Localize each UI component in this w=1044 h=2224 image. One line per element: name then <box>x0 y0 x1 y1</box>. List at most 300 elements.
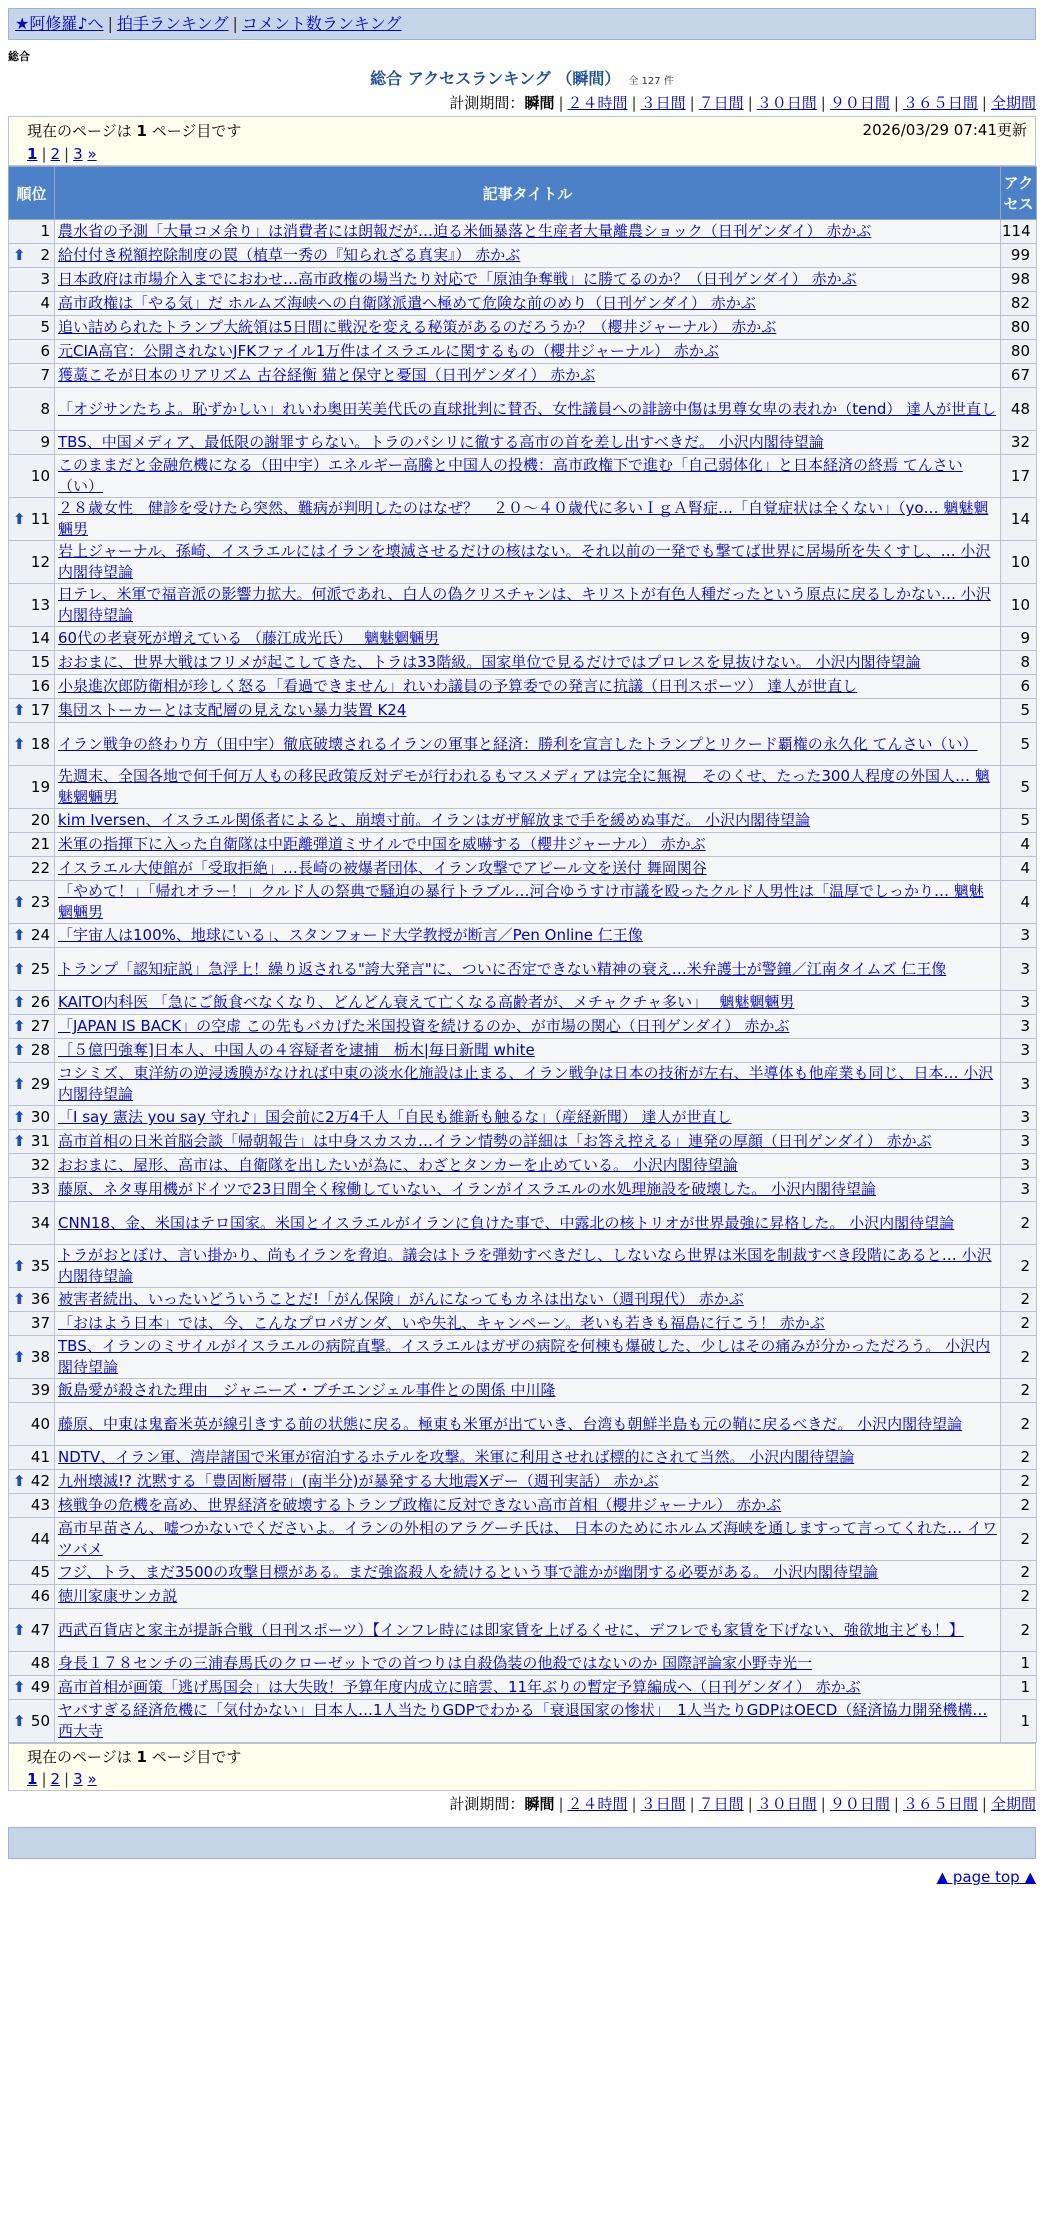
title-cell <box>55 584 1001 627</box>
page-link-2[interactable]: 2 <box>50 1770 61 1788</box>
ranking-row <box>9 1403 1037 1446</box>
rank-cell <box>9 388 55 431</box>
access-count: 2 <box>1001 1585 1037 1609</box>
access-count: 98 <box>1001 268 1037 292</box>
title-cell <box>55 1288 1001 1312</box>
article-title-link[interactable]: コシミズ、東洋紡の逆浸透膜がなければ中東の淡水化施設は止まる、イラン戦争は日本の技術が左右、半導体も他産業も同じ、日本… 小沢内閣待望論 <box>58 1064 994 1103</box>
rank-number: 49 <box>30 1678 50 1696</box>
rank-cell <box>9 651 55 675</box>
nav-home-link[interactable]: ★阿修羅♪へ <box>15 14 104 33</box>
article-title-link[interactable]: 九州壊滅!? 沈黙する「豊固断層帯」(南半分)が暴発する大地震Xデー（週刊実話） 赤かぶ <box>58 1472 659 1490</box>
period-option-link[interactable]: 全期間 <box>990 1795 1036 1813</box>
access-count: 14 <box>1001 498 1037 541</box>
article-title-link[interactable]: 徳川家康サンカ説 <box>58 1587 178 1605</box>
access-count: 2 <box>1001 1379 1037 1403</box>
rank-number: 32 <box>30 1156 50 1174</box>
access-count: 17 <box>1001 455 1037 498</box>
article-title-link[interactable]: 米軍の指揮下に入った自衛隊は中距離弾道ミサイルで中国を威嚇する（櫻井ジャーナル） 赤かぶ <box>58 835 706 853</box>
article-title-link[interactable]: 「JAPAN IS BACK」の空虚 この先もバカげた米国投資を続けるのか、が市場の関心（日刊ゲンダイ） 赤かぶ <box>58 1017 790 1035</box>
article-title-link[interactable]: 「オジサンたちよ。恥ずかしい」れいわ奥田芙美代氏の直球批判に賛否、女性議員への誹謗中傷は男尊女卑の表れか（tend） 達人が世直し <box>58 399 997 418</box>
rank-number: 5 <box>40 318 50 336</box>
rank-cell <box>9 1288 55 1312</box>
article-title-link[interactable]: CNN18、金、米国はテロ国家。米国とイスラエルがイランに負けた事で、中露北の核トリオが世界最強に昇格した。 小沢内閣待望論 <box>58 1213 955 1232</box>
title-cell <box>55 220 1001 244</box>
access-count: 2 <box>1001 1494 1037 1518</box>
ranking-row <box>9 1700 1037 1743</box>
access-count: 9 <box>1001 627 1037 651</box>
rank-cell <box>9 1470 55 1494</box>
period-option-link[interactable]: ３６５日間 <box>902 94 978 112</box>
title-cell <box>55 1312 1001 1336</box>
rank-up-arrow-icon: ⬆ <box>13 1132 26 1150</box>
rank-number: 24 <box>30 926 50 944</box>
rank-up-arrow-icon: ⬆ <box>13 959 26 978</box>
access-count: 80 <box>1001 316 1037 340</box>
ranking-row <box>9 1202 1037 1245</box>
rank-number: 6 <box>40 342 50 360</box>
rank-number: 14 <box>30 629 50 647</box>
access-count: 5 <box>1001 809 1037 833</box>
rank-number: 43 <box>30 1496 50 1514</box>
article-title-link[interactable]: TBS、イランのミサイルがイスラエルの病院直撃。イスラエルはガザの病院を何棟も爆破した、少しはその痛みが分かっただろう。 小沢内閣待望論 <box>58 1337 991 1376</box>
article-title-link[interactable]: 日本政府は市場介入までにおわせ…高市政権の場当たり対応で「原油争奪戦」に勝てるのか？（日刊ゲンダイ） 赤かぶ <box>58 270 857 288</box>
page-link-2[interactable]: 2 <box>50 145 61 163</box>
rank-cell <box>9 1312 55 1336</box>
rank-number: 13 <box>30 595 50 614</box>
title-cell <box>55 675 1001 699</box>
period-separator: | <box>820 94 826 112</box>
ranking-row <box>9 455 1037 498</box>
article-title-link[interactable]: 60代の老衰死が増えている （藤江成光氏） 魑魅魍魎男 <box>58 629 440 647</box>
rank-cell <box>9 1403 55 1446</box>
nav-separator: | <box>232 14 238 33</box>
current-page-prefix: 現在のページは <box>27 1748 137 1766</box>
rank-up-arrow-icon: ⬆ <box>13 1108 26 1126</box>
rank-number: 19 <box>30 777 50 796</box>
rank-up-arrow-icon: ⬆ <box>13 1711 26 1730</box>
article-title-link[interactable]: KAITO内科医 「急にご飯食べなくなり、どんどん衰えて亡くなる高齢者が、メチャクチャ多い」 魑魅魍魎男 <box>58 993 795 1011</box>
title-cell <box>55 1039 1001 1063</box>
article-title-link[interactable]: 被害者続出、いったいどういうことだ!「がん保険」がんになってもカネは出ない（週刊現代） 赤かぶ <box>58 1290 744 1308</box>
rank-number: 38 <box>30 1347 50 1366</box>
ranking-row <box>9 809 1037 833</box>
category-label: 総合 <box>8 50 30 63</box>
rank-cell <box>9 723 55 766</box>
rank-cell <box>9 675 55 699</box>
rank-cell <box>9 1518 55 1561</box>
title-cell <box>55 809 1001 833</box>
article-title-link[interactable]: 核戦争の危機を高め、世界経済を破壊するトランプ政権に反対できない高市首相（櫻井ジャーナル） 赤かぶ <box>58 1496 782 1514</box>
rank-number: 46 <box>30 1587 50 1605</box>
rank-number: 11 <box>30 509 50 528</box>
period-option-link[interactable]: ３日間 <box>640 94 686 112</box>
access-count: 3 <box>1001 948 1037 991</box>
page-link-3[interactable]: 3 <box>73 1770 83 1788</box>
ranking-row <box>9 1063 1037 1106</box>
ranking-row <box>9 651 1037 675</box>
article-title-link[interactable]: 元CIA高官：公開されないJFKファイル1万件はイスラエルに関するもの（櫻井ジャーナル） 赤かぶ <box>58 342 719 360</box>
article-title-link[interactable]: 岩上ジャーナル、孫崎、イスラエルにはイランを壊滅させるだけの核はない。それ以前の一発でも撃てば世界に居場所を失くすし、… 小沢内閣待望論 <box>58 542 991 581</box>
rank-number: 44 <box>30 1529 50 1548</box>
title-cell <box>55 340 1001 364</box>
period-label: 計測期間： <box>449 94 525 112</box>
title-cell <box>55 1700 1001 1743</box>
title-cell <box>55 244 1001 268</box>
column-header-title: 記事タイトル <box>55 167 1001 220</box>
period-separator: | <box>558 94 564 112</box>
title-cell <box>55 948 1001 991</box>
ranking-row <box>9 1288 1037 1312</box>
ranking-row <box>9 1652 1037 1676</box>
article-title-link[interactable]: イラン戦争の終わり方（田中宇）徹底破壊されるイランの軍事と経済：勝利を宣言したトランプとリクード覇権の永久化 てんさい（い） <box>58 734 978 753</box>
rank-up-arrow-icon: ⬆ <box>13 1472 26 1490</box>
title-cell <box>55 924 1001 948</box>
rank-cell <box>9 948 55 991</box>
ranking-row <box>9 675 1037 699</box>
rank-cell <box>9 244 55 268</box>
access-count: 3 <box>1001 924 1037 948</box>
rank-number: 21 <box>30 835 50 853</box>
rank-up-arrow-icon: ⬆ <box>13 1678 26 1696</box>
title-cell <box>55 1676 1001 1700</box>
rank-cell <box>9 364 55 388</box>
period-separator: | <box>893 94 899 112</box>
article-title-link[interactable]: 集団ストーカーとは支配層の見えない暴力装置 K24 <box>58 701 407 719</box>
page-link-3[interactable]: 3 <box>73 145 83 163</box>
page-separator: | <box>64 145 70 163</box>
title-cell <box>55 1336 1001 1379</box>
rank-up-arrow-icon: ⬆ <box>13 246 26 264</box>
title-cell <box>55 1652 1001 1676</box>
rank-up-arrow-icon: ⬆ <box>13 734 26 753</box>
ranking-heading <box>8 68 1036 90</box>
access-count: 80 <box>1001 340 1037 364</box>
bottom-bar <box>8 1827 1036 1859</box>
rank-up-arrow-icon: ⬆ <box>13 509 26 528</box>
rank-cell <box>9 340 55 364</box>
rank-cell <box>9 1202 55 1245</box>
article-title-link[interactable]: kim Iversen、イスラエル関係者によると、崩壊寸前。イランはガザ解放まで手を緩めぬ事だ。 小沢内閣待望論 <box>58 811 811 829</box>
access-count: 1 <box>1001 1700 1037 1743</box>
period-current: 瞬間 <box>524 94 555 112</box>
access-count: 2 <box>1001 1470 1037 1494</box>
article-title-link[interactable]: 「おはよう日本」では、今、こんなプロパガンダ、いや失礼、キャンペーン。老いも若きも福島に行こう！ 赤かぶ <box>58 1314 825 1332</box>
title-cell <box>55 991 1001 1015</box>
rank-number: 28 <box>30 1041 50 1059</box>
page-link-1[interactable]: 1 <box>27 1770 38 1788</box>
rank-cell <box>9 1676 55 1700</box>
article-title-link[interactable]: 追い詰められたトランプ大統領は5日間に戦況を変える秘策があるのだろうか？（櫻井ジャーナル） 赤かぶ <box>58 318 777 336</box>
rank-number: 29 <box>30 1074 50 1093</box>
rank-number: 17 <box>30 701 50 719</box>
rank-cell <box>9 431 55 455</box>
rank-cell <box>9 1178 55 1202</box>
title-cell <box>55 1245 1001 1288</box>
title-cell <box>55 1015 1001 1039</box>
column-header-access: アクセス <box>1001 167 1037 220</box>
rank-number: 20 <box>30 811 50 829</box>
article-title-link[interactable]: 農水省の予測「大量コメ余り」は消費者には朗報だが…迫る米価暴落と生産者大量離農ショック（日刊ゲンダイ） 赤かぶ <box>58 222 872 240</box>
period-separator: | <box>689 94 695 112</box>
rank-number: 31 <box>30 1132 50 1150</box>
access-count: 4 <box>1001 857 1037 881</box>
article-title-link[interactable]: ２８歳女性 健診を受けたら突然、難病が判明したのはなぜ？ ２０～４０歳代に多いＩｇＡ腎症…「自覚症状は全くない」（yo… 魑魅魍魎男 <box>58 499 989 538</box>
period-option-link[interactable]: ３０日間 <box>756 94 817 112</box>
period-separator: | <box>631 1795 637 1813</box>
article-title-link[interactable]: 獲藁こそが日本のリアリズム 古谷経衡 猫と保守と憂国（日刊ゲンダイ） 赤かぶ <box>58 366 596 384</box>
rank-cell <box>9 1015 55 1039</box>
period-separator: | <box>689 1795 695 1813</box>
article-title-link[interactable]: 飯島愛が殺された理由＿ジャニーズ・ブチエンジェル事件との関係 中川隆 <box>58 1381 556 1399</box>
page-links <box>27 143 1027 165</box>
period-separator: | <box>820 1795 826 1813</box>
ranking-row <box>9 833 1037 857</box>
article-title-link[interactable]: 高市政権は「やる気」だ ホルムズ海峡への自衛隊派遣へ極めて危険な前のめり（日刊ゲンダイ） 赤かぶ <box>58 294 756 312</box>
access-count: 5 <box>1001 766 1037 809</box>
nav-comment-ranking-link[interactable]: コメント数ランキング <box>241 14 402 33</box>
access-count: 99 <box>1001 244 1037 268</box>
ranking-row <box>9 1154 1037 1178</box>
article-title-link[interactable]: 藤原、中東は鬼畜米英が線引きする前の状態に戻る。極東も米軍が出ていき、台湾も朝鮮半島も元の鞘に戻るべきだ。 小沢内閣待望論 <box>58 1414 963 1433</box>
period-option-link[interactable]: ７日間 <box>698 1795 744 1813</box>
rank-cell <box>9 292 55 316</box>
article-title-link[interactable]: イスラエル大使館が「受取拒絶」…長崎の被爆者団体、イラン攻撃でアピール文を送付 舞岡関谷 <box>58 859 707 877</box>
rank-cell <box>9 1336 55 1379</box>
article-title-link[interactable]: 藤原、ネタ専用機がドイツで23日間全く稼働していない、イランがイスラエルの水処理施設を破壊した。 小沢内閣待望論 <box>58 1180 876 1198</box>
ranking-row <box>9 1336 1037 1379</box>
article-title-link[interactable]: 小泉進次郎防衛相が珍しく怒る「看過できません」れいわ議員の予算委での発言に抗議（日刊スポーツ） 達人が世直し <box>58 677 858 695</box>
period-option-link[interactable]: ２４時間 <box>567 94 628 112</box>
period-option-link[interactable]: ３日間 <box>640 1795 686 1813</box>
article-title-link[interactable]: フジ、トラ、まだ3500の攻撃目標がある。まだ強盗殺人を続けるという事で誰かが幽閉する必要がある。 小沢内閣待望論 <box>58 1563 878 1581</box>
title-cell <box>55 1585 1001 1609</box>
rank-cell <box>9 1063 55 1106</box>
title-cell <box>55 723 1001 766</box>
rank-cell <box>9 1154 55 1178</box>
article-title-link[interactable]: 「I say 憲法 you say 守れ♪」国会前に2万4千人「自民も維新も触るな」（産経新聞） 達人が世直し <box>58 1108 732 1126</box>
ranking-row <box>9 1379 1037 1403</box>
title-cell <box>55 498 1001 541</box>
page-link-1[interactable]: 1 <box>27 145 38 163</box>
access-count: 2 <box>1001 1336 1037 1379</box>
rank-number: 36 <box>30 1290 50 1308</box>
period-separator: | <box>747 1795 753 1813</box>
ranking-row <box>9 766 1037 809</box>
access-count: 2 <box>1001 1202 1037 1245</box>
ranking-row <box>9 627 1037 651</box>
rank-cell <box>9 316 55 340</box>
rank-number: 39 <box>30 1381 50 1399</box>
rank-cell <box>9 455 55 498</box>
next-page-link[interactable]: » <box>87 145 97 163</box>
access-count: 3 <box>1001 1039 1037 1063</box>
rank-cell <box>9 498 55 541</box>
nav-separator: | <box>107 14 113 33</box>
period-option-link[interactable]: ７日間 <box>698 94 744 112</box>
article-title-link[interactable]: 西武百貨店と家主が提訴合戦（日刊スポーツ）【インフレ時には即家賃を上げるくせに、デフレでも家賃を下げない、強欲地主ども！】 <box>58 1620 964 1639</box>
access-count: 3 <box>1001 1154 1037 1178</box>
page-separator: | <box>64 1770 70 1788</box>
ranking-row <box>9 431 1037 455</box>
article-title-link[interactable]: トラがおとぼけ、言い掛かり、尚もイランを脅迫。議会はトラを弾劾すべきだし、しないなら世界は米国を制裁すべき段階にあると… 小沢内閣待望論 <box>58 1246 992 1285</box>
rank-number: 27 <box>30 1017 50 1035</box>
rank-cell <box>9 584 55 627</box>
article-title-link[interactable]: 高市首相の日米首脳会談「帰朝報告」は中身スカスカ…イラン情勢の詳細は「お答え控える」連発の厚顔（日刊ゲンダイ） 赤かぶ <box>58 1132 932 1150</box>
title-cell <box>55 1446 1001 1470</box>
ranking-row <box>9 292 1037 316</box>
rank-up-arrow-icon: ⬆ <box>13 1074 26 1093</box>
rank-number: 8 <box>40 399 50 418</box>
article-title-link[interactable]: 「宇宙人は100%、地球にいる」、スタンフォード大学教授が断言／Pen Online 仁王像 <box>58 926 643 944</box>
rank-cell <box>9 1130 55 1154</box>
period-option-link[interactable]: ９０日間 <box>829 1795 890 1813</box>
period-option-link[interactable]: ９０日間 <box>829 94 890 112</box>
rank-up-arrow-icon: ⬆ <box>13 1041 26 1059</box>
top-nav-bar <box>8 8 1036 40</box>
title-cell <box>55 541 1001 584</box>
ranking-table <box>8 166 1037 1743</box>
rank-number: 7 <box>40 366 50 384</box>
article-title-link[interactable]: ヤバすぎる経済危機に「気付かない」日本人…1人当たりGDPでわかる「衰退国家の惨状」 1人当たりGDPはOECD（経済協力開発機構… 西大寺 <box>58 1701 988 1740</box>
title-cell <box>55 1063 1001 1106</box>
period-selector-bottom <box>8 1791 1036 1817</box>
access-count: 32 <box>1001 431 1037 455</box>
rank-up-arrow-icon: ⬆ <box>13 926 26 944</box>
title-cell <box>55 268 1001 292</box>
article-title-link[interactable]: 高市首相が画策「逃げ馬国会」は大失敗！予算年度内成立に暗雲、11年ぶりの暫定予算編成へ（日刊ゲンダイ） 赤かぶ <box>58 1678 861 1696</box>
title-cell <box>55 364 1001 388</box>
page-top-link[interactable]: ▲ page top ▲ <box>936 1868 1036 1886</box>
ranking-row <box>9 857 1037 881</box>
rank-number: 10 <box>30 466 50 485</box>
column-header-rank: 順位 <box>9 167 55 220</box>
ranking-row <box>9 924 1037 948</box>
rank-number: 50 <box>30 1711 50 1730</box>
current-page-suffix: ページ目です <box>146 122 242 140</box>
period-option-link[interactable]: ３６５日間 <box>902 1795 978 1813</box>
rank-cell <box>9 809 55 833</box>
period-separator: | <box>558 1795 564 1813</box>
page-separator: | <box>41 1770 47 1788</box>
access-count: 8 <box>1001 651 1037 675</box>
ranking-row <box>9 388 1037 431</box>
access-count: 2 <box>1001 1609 1037 1652</box>
article-title-link[interactable]: 給付付き税額控除制度の罠（植草一秀の『知られざる真実』） 赤かぶ <box>58 246 521 264</box>
access-count: 3 <box>1001 1106 1037 1130</box>
rank-cell <box>9 833 55 857</box>
title-cell <box>55 1202 1001 1245</box>
ranking-row <box>9 1245 1037 1288</box>
rank-up-arrow-icon: ⬆ <box>13 1620 26 1639</box>
article-title-link[interactable]: おおまに、世界大戦はフリメが起こしてきた、トラは33階級。国家単位で見るだけではプロレスを見抜けない。 小沢内閣待望論 <box>58 653 921 671</box>
page-separator: | <box>41 145 47 163</box>
article-title-link[interactable]: 先週末、全国各地で何千何万人もの移民政策反対デモが行われるもマスメディアは完全に無視 そのくせ、たった300人程度の外国人… 魑魅魍魎男 <box>58 767 990 806</box>
total-count: 全 127 件 <box>628 76 674 87</box>
article-title-link[interactable]: 身長１７８センチの三浦春馬氏のクローゼットでの首つりは自殺偽装の他殺ではないのか 国際評論家小野寺光一 <box>58 1654 813 1672</box>
rank-number: 48 <box>30 1654 50 1672</box>
ranking-row <box>9 1130 1037 1154</box>
nav-applause-ranking-link[interactable]: 拍手ランキング <box>116 14 229 33</box>
access-count: 10 <box>1001 584 1037 627</box>
rank-number: 33 <box>30 1180 50 1198</box>
rank-cell <box>9 857 55 881</box>
rank-cell <box>9 1379 55 1403</box>
title-cell <box>55 627 1001 651</box>
rank-up-arrow-icon: ⬆ <box>13 892 26 911</box>
period-option-link[interactable]: ２４時間 <box>567 1795 628 1813</box>
access-count: 2 <box>1001 1446 1037 1470</box>
article-title-link[interactable]: 日テレ、米軍で福音派の影響力拡大。何派であれ、白人の偽クリスチャンは、キリストが有色人種だったという原点に戻るしかない… 小沢内閣待望論 <box>58 585 991 624</box>
article-title-link[interactable]: おおまに、屋形、高市は、自衛隊を出したいが為に、わざとタンカーを止めている。 小沢内閣待望論 <box>58 1156 738 1174</box>
rank-number: 1 <box>40 222 50 240</box>
title-cell <box>55 388 1001 431</box>
rank-cell <box>9 699 55 723</box>
rank-cell <box>9 1585 55 1609</box>
period-option-link[interactable]: ３０日間 <box>756 1795 817 1813</box>
article-title-link[interactable]: 高市早苗さん、嘘つかないでくださいよ。イランの外相のアラグーチ氏は、 日本のためにホルムズ海峡を通しますって言ってくれた… イワツバメ <box>58 1519 997 1558</box>
ranking-row <box>9 1015 1037 1039</box>
title-cell <box>55 766 1001 809</box>
title-cell <box>55 292 1001 316</box>
ranking-row <box>9 220 1037 244</box>
ranking-row <box>9 364 1037 388</box>
access-count: 6 <box>1001 675 1037 699</box>
ranking-row <box>9 948 1037 991</box>
access-count: 3 <box>1001 991 1037 1015</box>
updated-timestamp: 2026/03/29 07:41更新 <box>862 121 1027 139</box>
ranking-row <box>9 699 1037 723</box>
rank-cell <box>9 1039 55 1063</box>
title-cell <box>55 699 1001 723</box>
title-cell <box>55 1178 1001 1202</box>
rank-cell <box>9 627 55 651</box>
rank-cell <box>9 1494 55 1518</box>
rank-cell <box>9 766 55 809</box>
ranking-row <box>9 244 1037 268</box>
title-cell <box>55 1130 1001 1154</box>
article-title-link[interactable]: NDTV、イラン軍、湾岸諸国で米軍が宿泊するホテルを攻撃。米軍に利用させれば標的にされて当然。 小沢内閣待望論 <box>58 1448 855 1466</box>
ranking-row <box>9 1312 1037 1336</box>
ranking-row <box>9 1585 1037 1609</box>
access-count: 3 <box>1001 1178 1037 1202</box>
article-title-link[interactable]: トランプ「認知症説」急浮上！繰り返される"誇大発言"に、ついに否定できない精神の衰え…米弁護士が警鐘／江南タイムズ 仁王像 <box>58 959 947 978</box>
article-title-link[interactable]: ［５億円強奪]日本人、中国人の４容疑者を逮捕 栃木|毎日新聞 white <box>58 1041 535 1059</box>
ranking-row <box>9 881 1037 924</box>
access-count: 3 <box>1001 1130 1037 1154</box>
ranking-row <box>9 316 1037 340</box>
rank-up-arrow-icon: ⬆ <box>13 993 26 1011</box>
current-page-number: 1 <box>136 1748 147 1766</box>
period-selector-top <box>8 90 1036 116</box>
next-page-link[interactable]: » <box>87 1770 97 1788</box>
rank-number: 34 <box>30 1213 50 1232</box>
title-cell <box>55 1494 1001 1518</box>
title-cell <box>55 1379 1001 1403</box>
rank-number: 30 <box>30 1108 50 1126</box>
article-title-link[interactable]: TBS、中国メディア、最低限の謝罪すらない。トラのパシリに徹する高市の首を差し出すべきだ。 小沢内閣待望論 <box>58 433 824 451</box>
rank-cell <box>9 991 55 1015</box>
period-option-link[interactable]: 全期間 <box>990 94 1036 112</box>
access-count: 2 <box>1001 1561 1037 1585</box>
rank-number: 40 <box>30 1414 50 1433</box>
rank-number: 25 <box>30 959 50 978</box>
access-count: 3 <box>1001 1015 1037 1039</box>
article-title-link[interactable]: このままだと金融危機になる（田中宇）エネルギー高騰と中国人の投機：高市政権下で進む「自己弱体化」と日本経済の終焉 てんさい（い） <box>58 456 963 495</box>
access-count: 10 <box>1001 541 1037 584</box>
pager-bottom <box>8 1743 1036 1791</box>
article-title-link[interactable]: 「やめて！」「帰れオラー！」クルド人の祭典で騒迫の暴行トラブル…河合ゆうすけ市議を殴ったクルド人男性は「温厚でしっかり… 魑魅魍魎男 <box>58 882 984 921</box>
pager-top <box>8 116 1036 166</box>
